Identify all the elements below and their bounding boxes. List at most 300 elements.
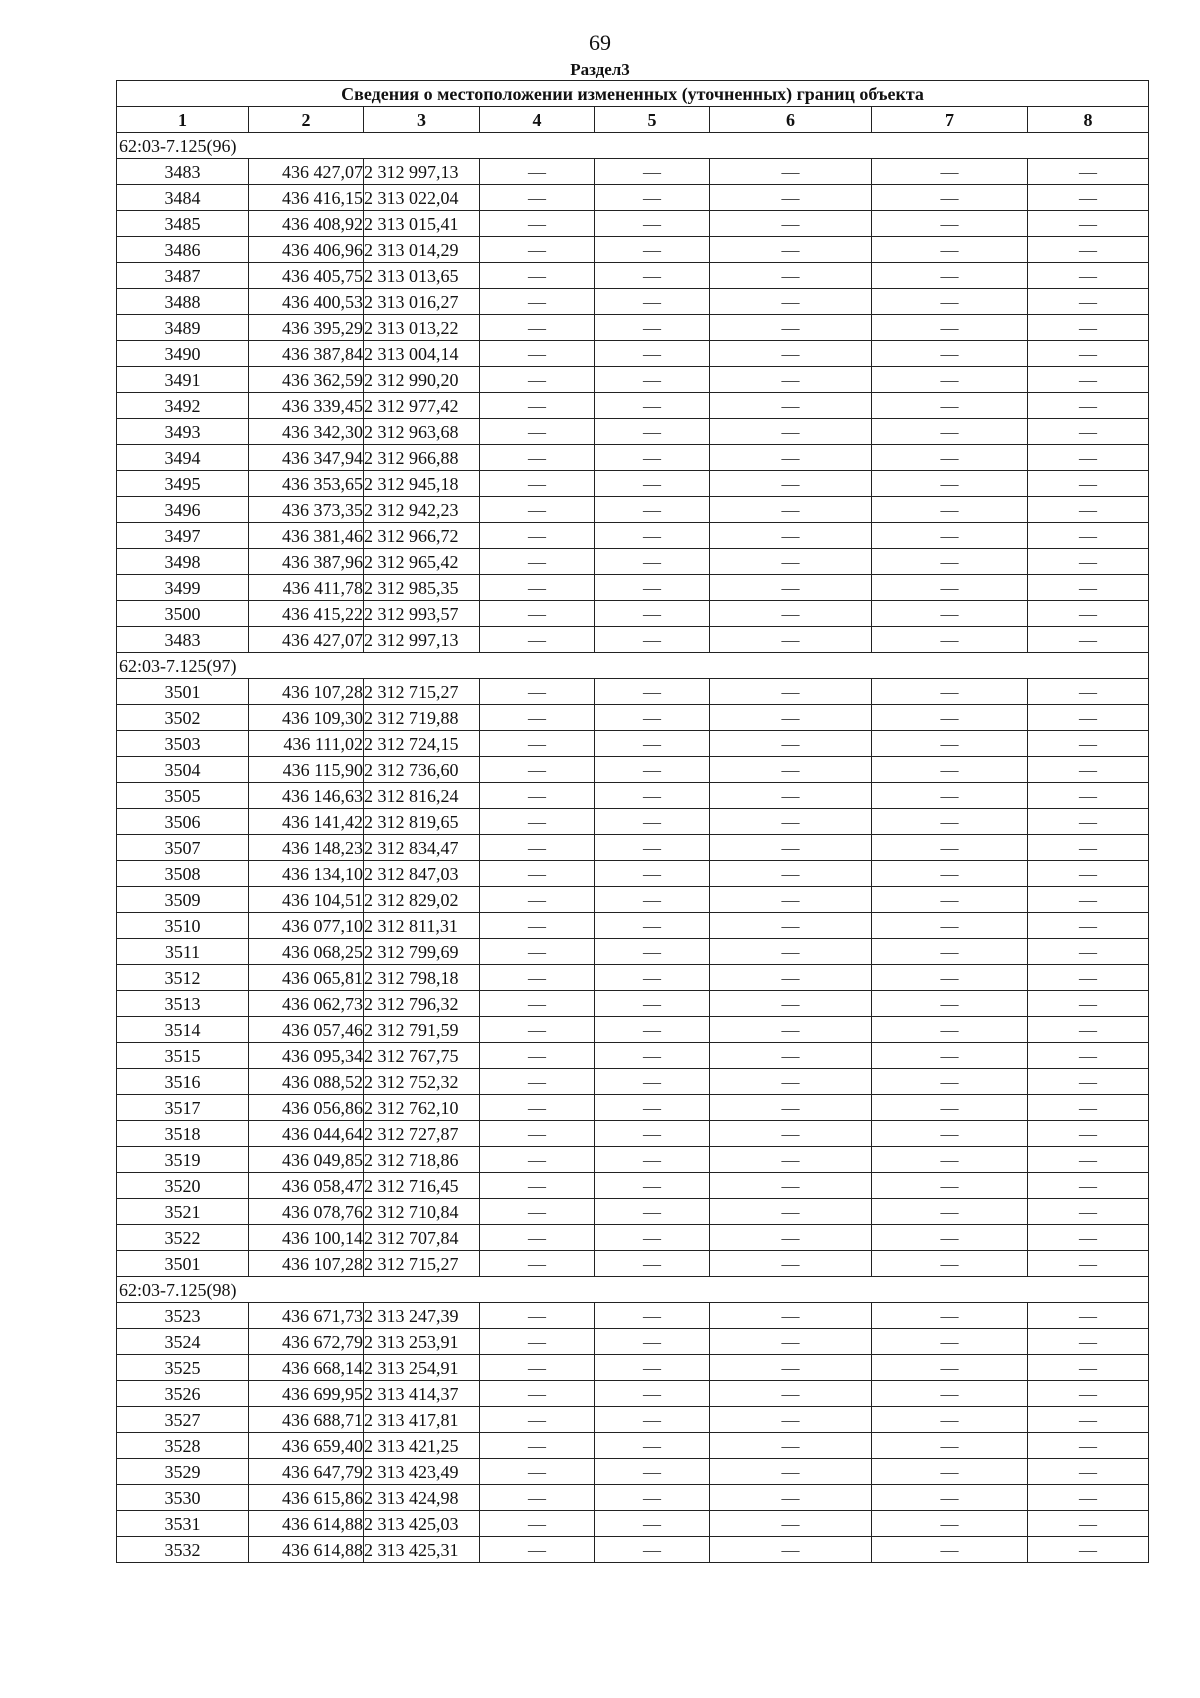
- empty-value-cell: —: [872, 159, 1028, 185]
- point-number-cell: 3487: [117, 263, 249, 289]
- empty-value-cell: —: [710, 211, 872, 237]
- x-coordinate-cell: 436 342,30: [249, 419, 364, 445]
- y-coordinate-cell: 2 313 423,49: [364, 1459, 480, 1485]
- empty-value-cell: —: [1028, 445, 1149, 471]
- table-row: [117, 887, 1149, 913]
- empty-value-cell: —: [595, 1407, 710, 1433]
- empty-value-cell: —: [595, 1355, 710, 1381]
- empty-value-cell: —: [872, 679, 1028, 705]
- y-coordinate-cell: 2 312 727,87: [364, 1121, 480, 1147]
- empty-value-cell: —: [480, 601, 595, 627]
- table-row: [117, 471, 1149, 497]
- group-label: 62:03-7.125(97): [117, 653, 1149, 679]
- empty-value-cell: —: [1028, 1459, 1149, 1485]
- table-row: [117, 1225, 1149, 1251]
- column-number: 3: [364, 107, 480, 133]
- empty-value-cell: —: [595, 1511, 710, 1537]
- x-coordinate-cell: 436 416,15: [249, 185, 364, 211]
- x-coordinate-cell: 436 347,94: [249, 445, 364, 471]
- point-number-cell: 3492: [117, 393, 249, 419]
- empty-value-cell: —: [480, 679, 595, 705]
- empty-value-cell: —: [480, 861, 595, 887]
- group-label: 62:03-7.125(96): [117, 133, 1149, 159]
- empty-value-cell: —: [1028, 185, 1149, 211]
- table-row: [117, 1459, 1149, 1485]
- empty-value-cell: —: [1028, 679, 1149, 705]
- empty-value-cell: —: [1028, 497, 1149, 523]
- y-coordinate-cell: 2 312 718,86: [364, 1147, 480, 1173]
- empty-value-cell: —: [595, 393, 710, 419]
- x-coordinate-cell: 436 408,92: [249, 211, 364, 237]
- column-number-row: [117, 107, 1149, 133]
- point-number-cell: 3521: [117, 1199, 249, 1225]
- x-coordinate-cell: 436 659,40: [249, 1433, 364, 1459]
- empty-value-cell: —: [872, 1121, 1028, 1147]
- x-coordinate-cell: 436 058,47: [249, 1173, 364, 1199]
- x-coordinate-cell: 436 400,53: [249, 289, 364, 315]
- table-row: [117, 523, 1149, 549]
- empty-value-cell: —: [480, 1017, 595, 1043]
- empty-value-cell: —: [872, 1329, 1028, 1355]
- empty-value-cell: —: [710, 263, 872, 289]
- point-number-cell: 3507: [117, 835, 249, 861]
- empty-value-cell: —: [595, 1069, 710, 1095]
- empty-value-cell: —: [872, 211, 1028, 237]
- table-row: [117, 913, 1149, 939]
- column-number: 7: [872, 107, 1028, 133]
- y-coordinate-cell: 2 313 015,41: [364, 211, 480, 237]
- point-number-cell: 3518: [117, 1121, 249, 1147]
- x-coordinate-cell: 436 062,73: [249, 991, 364, 1017]
- point-number-cell: 3509: [117, 887, 249, 913]
- empty-value-cell: —: [872, 783, 1028, 809]
- empty-value-cell: —: [710, 887, 872, 913]
- empty-value-cell: —: [872, 1017, 1028, 1043]
- point-number-cell: 3510: [117, 913, 249, 939]
- empty-value-cell: —: [480, 1407, 595, 1433]
- y-coordinate-cell: 2 312 710,84: [364, 1199, 480, 1225]
- y-coordinate-cell: 2 313 022,04: [364, 185, 480, 211]
- empty-value-cell: —: [872, 757, 1028, 783]
- y-coordinate-cell: 2 313 254,91: [364, 1355, 480, 1381]
- x-coordinate-cell: 436 671,73: [249, 1303, 364, 1329]
- empty-value-cell: —: [872, 445, 1028, 471]
- x-coordinate-cell: 436 088,52: [249, 1069, 364, 1095]
- x-coordinate-cell: 436 134,10: [249, 861, 364, 887]
- empty-value-cell: —: [480, 1069, 595, 1095]
- empty-value-cell: —: [872, 965, 1028, 991]
- empty-value-cell: —: [872, 575, 1028, 601]
- x-coordinate-cell: 436 381,46: [249, 523, 364, 549]
- empty-value-cell: —: [872, 627, 1028, 653]
- point-number-cell: 3502: [117, 705, 249, 731]
- empty-value-cell: —: [710, 1147, 872, 1173]
- x-coordinate-cell: 436 373,35: [249, 497, 364, 523]
- empty-value-cell: —: [710, 367, 872, 393]
- empty-value-cell: —: [480, 991, 595, 1017]
- empty-value-cell: —: [595, 497, 710, 523]
- empty-value-cell: —: [872, 1485, 1028, 1511]
- table-row: [117, 1095, 1149, 1121]
- x-coordinate-cell: 436 427,07: [249, 159, 364, 185]
- table-row: [117, 1511, 1149, 1537]
- empty-value-cell: —: [710, 991, 872, 1017]
- y-coordinate-cell: 2 312 799,69: [364, 939, 480, 965]
- empty-value-cell: —: [595, 731, 710, 757]
- empty-value-cell: —: [872, 835, 1028, 861]
- empty-value-cell: —: [480, 159, 595, 185]
- table-row: [117, 705, 1149, 731]
- empty-value-cell: —: [710, 757, 872, 783]
- empty-value-cell: —: [595, 965, 710, 991]
- empty-value-cell: —: [480, 1511, 595, 1537]
- point-number-cell: 3513: [117, 991, 249, 1017]
- empty-value-cell: —: [710, 939, 872, 965]
- point-number-cell: 3501: [117, 1251, 249, 1277]
- empty-value-cell: —: [1028, 861, 1149, 887]
- empty-value-cell: —: [1028, 211, 1149, 237]
- y-coordinate-cell: 2 312 791,59: [364, 1017, 480, 1043]
- table-row: [117, 393, 1149, 419]
- point-number-cell: 3528: [117, 1433, 249, 1459]
- table-row: [117, 835, 1149, 861]
- empty-value-cell: —: [480, 1355, 595, 1381]
- empty-value-cell: —: [480, 341, 595, 367]
- table-row: [117, 289, 1149, 315]
- point-number-cell: 3484: [117, 185, 249, 211]
- empty-value-cell: —: [710, 679, 872, 705]
- x-coordinate-cell: 436 339,45: [249, 393, 364, 419]
- x-coordinate-cell: 436 387,84: [249, 341, 364, 367]
- y-coordinate-cell: 2 313 013,22: [364, 315, 480, 341]
- y-coordinate-cell: 2 312 736,60: [364, 757, 480, 783]
- point-number-cell: 3483: [117, 627, 249, 653]
- empty-value-cell: —: [1028, 1017, 1149, 1043]
- empty-value-cell: —: [872, 1095, 1028, 1121]
- point-number-cell: 3501: [117, 679, 249, 705]
- x-coordinate-cell: 436 668,14: [249, 1355, 364, 1381]
- empty-value-cell: —: [710, 575, 872, 601]
- table-row: [117, 1407, 1149, 1433]
- y-coordinate-cell: 2 312 715,27: [364, 1251, 480, 1277]
- empty-value-cell: —: [1028, 575, 1149, 601]
- y-coordinate-cell: 2 312 997,13: [364, 159, 480, 185]
- point-number-cell: 3497: [117, 523, 249, 549]
- empty-value-cell: —: [710, 731, 872, 757]
- empty-value-cell: —: [480, 445, 595, 471]
- empty-value-cell: —: [872, 705, 1028, 731]
- empty-value-cell: —: [710, 341, 872, 367]
- x-coordinate-cell: 436 095,34: [249, 1043, 364, 1069]
- empty-value-cell: —: [595, 549, 710, 575]
- coordinates-table: [116, 80, 1149, 1563]
- y-coordinate-cell: 2 313 425,03: [364, 1511, 480, 1537]
- y-coordinate-cell: 2 313 414,37: [364, 1381, 480, 1407]
- y-coordinate-cell: 2 312 819,65: [364, 809, 480, 835]
- point-number-cell: 3483: [117, 159, 249, 185]
- empty-value-cell: —: [480, 1459, 595, 1485]
- empty-value-cell: —: [872, 1147, 1028, 1173]
- empty-value-cell: —: [480, 1537, 595, 1563]
- table-row: [117, 263, 1149, 289]
- empty-value-cell: —: [595, 185, 710, 211]
- x-coordinate-cell: 436 395,29: [249, 315, 364, 341]
- empty-value-cell: —: [480, 1173, 595, 1199]
- table-row: [117, 809, 1149, 835]
- x-coordinate-cell: 436 362,59: [249, 367, 364, 393]
- empty-value-cell: —: [710, 861, 872, 887]
- empty-value-cell: —: [872, 1303, 1028, 1329]
- empty-value-cell: —: [595, 705, 710, 731]
- empty-value-cell: —: [710, 809, 872, 835]
- empty-value-cell: —: [480, 757, 595, 783]
- empty-value-cell: —: [710, 393, 872, 419]
- empty-value-cell: —: [480, 497, 595, 523]
- table-row: [117, 861, 1149, 887]
- empty-value-cell: —: [710, 1381, 872, 1407]
- y-coordinate-cell: 2 312 719,88: [364, 705, 480, 731]
- point-number-cell: 3527: [117, 1407, 249, 1433]
- empty-value-cell: —: [872, 185, 1028, 211]
- y-coordinate-cell: 2 312 993,57: [364, 601, 480, 627]
- x-coordinate-cell: 436 387,96: [249, 549, 364, 575]
- y-coordinate-cell: 2 313 016,27: [364, 289, 480, 315]
- empty-value-cell: —: [1028, 913, 1149, 939]
- empty-value-cell: —: [710, 627, 872, 653]
- y-coordinate-cell: 2 312 796,32: [364, 991, 480, 1017]
- point-number-cell: 3491: [117, 367, 249, 393]
- empty-value-cell: —: [1028, 1407, 1149, 1433]
- empty-value-cell: —: [710, 965, 872, 991]
- point-number-cell: 3495: [117, 471, 249, 497]
- empty-value-cell: —: [1028, 341, 1149, 367]
- empty-value-cell: —: [872, 523, 1028, 549]
- y-coordinate-cell: 2 312 707,84: [364, 1225, 480, 1251]
- empty-value-cell: —: [480, 705, 595, 731]
- x-coordinate-cell: 436 672,79: [249, 1329, 364, 1355]
- table-row: [117, 679, 1149, 705]
- empty-value-cell: —: [710, 419, 872, 445]
- y-coordinate-cell: 2 312 811,31: [364, 913, 480, 939]
- point-number-cell: 3486: [117, 237, 249, 263]
- empty-value-cell: —: [1028, 315, 1149, 341]
- empty-value-cell: —: [595, 783, 710, 809]
- empty-value-cell: —: [480, 1485, 595, 1511]
- empty-value-cell: —: [710, 835, 872, 861]
- point-number-cell: 3512: [117, 965, 249, 991]
- table-row: [117, 1485, 1149, 1511]
- empty-value-cell: —: [872, 289, 1028, 315]
- point-number-cell: 3516: [117, 1069, 249, 1095]
- empty-value-cell: —: [480, 185, 595, 211]
- empty-value-cell: —: [595, 1381, 710, 1407]
- y-coordinate-cell: 2 312 990,20: [364, 367, 480, 393]
- point-number-cell: 3499: [117, 575, 249, 601]
- empty-value-cell: —: [872, 1433, 1028, 1459]
- empty-value-cell: —: [480, 1043, 595, 1069]
- empty-value-cell: —: [872, 497, 1028, 523]
- empty-value-cell: —: [710, 1329, 872, 1355]
- y-coordinate-cell: 2 313 004,14: [364, 341, 480, 367]
- empty-value-cell: —: [872, 1043, 1028, 1069]
- table-row: [117, 1017, 1149, 1043]
- empty-value-cell: —: [480, 1381, 595, 1407]
- empty-value-cell: —: [710, 289, 872, 315]
- empty-value-cell: —: [595, 939, 710, 965]
- empty-value-cell: —: [710, 1251, 872, 1277]
- point-number-cell: 3493: [117, 419, 249, 445]
- empty-value-cell: —: [480, 835, 595, 861]
- empty-value-cell: —: [595, 1329, 710, 1355]
- empty-value-cell: —: [872, 419, 1028, 445]
- x-coordinate-cell: 436 353,65: [249, 471, 364, 497]
- y-coordinate-cell: 2 313 247,39: [364, 1303, 480, 1329]
- empty-value-cell: —: [1028, 289, 1149, 315]
- table-row: [117, 185, 1149, 211]
- table-row: [117, 237, 1149, 263]
- x-coordinate-cell: 436 109,30: [249, 705, 364, 731]
- x-coordinate-cell: 436 406,96: [249, 237, 364, 263]
- column-number: 2: [249, 107, 364, 133]
- column-number: 4: [480, 107, 595, 133]
- x-coordinate-cell: 436 614,88: [249, 1511, 364, 1537]
- table-row: [117, 1433, 1149, 1459]
- table-row: [117, 1043, 1149, 1069]
- x-coordinate-cell: 436 078,76: [249, 1199, 364, 1225]
- empty-value-cell: —: [872, 393, 1028, 419]
- empty-value-cell: —: [1028, 1043, 1149, 1069]
- empty-value-cell: —: [480, 1329, 595, 1355]
- table-row: [117, 1173, 1149, 1199]
- table-row: [117, 445, 1149, 471]
- table-row: [117, 1381, 1149, 1407]
- y-coordinate-cell: 2 312 724,15: [364, 731, 480, 757]
- empty-value-cell: —: [595, 575, 710, 601]
- point-number-cell: 3485: [117, 211, 249, 237]
- empty-value-cell: —: [480, 1147, 595, 1173]
- empty-value-cell: —: [1028, 1121, 1149, 1147]
- empty-value-cell: —: [480, 575, 595, 601]
- empty-value-cell: —: [1028, 1537, 1149, 1563]
- empty-value-cell: —: [595, 757, 710, 783]
- empty-value-cell: —: [1028, 523, 1149, 549]
- group-label: 62:03-7.125(98): [117, 1277, 1149, 1303]
- point-number-cell: 3494: [117, 445, 249, 471]
- empty-value-cell: —: [872, 601, 1028, 627]
- empty-value-cell: —: [1028, 835, 1149, 861]
- point-number-cell: 3508: [117, 861, 249, 887]
- x-coordinate-cell: 436 104,51: [249, 887, 364, 913]
- x-coordinate-cell: 436 057,46: [249, 1017, 364, 1043]
- x-coordinate-cell: 436 141,42: [249, 809, 364, 835]
- empty-value-cell: —: [710, 1225, 872, 1251]
- empty-value-cell: —: [872, 1173, 1028, 1199]
- table-row: [117, 1251, 1149, 1277]
- empty-value-cell: —: [710, 601, 872, 627]
- empty-value-cell: —: [710, 1043, 872, 1069]
- table-row: [117, 211, 1149, 237]
- empty-value-cell: —: [480, 263, 595, 289]
- empty-value-cell: —: [480, 289, 595, 315]
- y-coordinate-cell: 2 312 716,45: [364, 1173, 480, 1199]
- empty-value-cell: —: [872, 549, 1028, 575]
- empty-value-cell: —: [595, 1043, 710, 1069]
- y-coordinate-cell: 2 313 425,31: [364, 1537, 480, 1563]
- empty-value-cell: —: [872, 367, 1028, 393]
- y-coordinate-cell: 2 313 013,65: [364, 263, 480, 289]
- point-number-cell: 3489: [117, 315, 249, 341]
- empty-value-cell: —: [480, 237, 595, 263]
- point-number-cell: 3526: [117, 1381, 249, 1407]
- point-number-cell: 3523: [117, 1303, 249, 1329]
- empty-value-cell: —: [710, 185, 872, 211]
- empty-value-cell: —: [595, 341, 710, 367]
- empty-value-cell: —: [1028, 159, 1149, 185]
- y-coordinate-cell: 2 313 417,81: [364, 1407, 480, 1433]
- x-coordinate-cell: 436 146,63: [249, 783, 364, 809]
- empty-value-cell: —: [1028, 731, 1149, 757]
- empty-value-cell: —: [480, 731, 595, 757]
- empty-value-cell: —: [595, 419, 710, 445]
- empty-value-cell: —: [480, 393, 595, 419]
- empty-value-cell: —: [710, 1511, 872, 1537]
- y-coordinate-cell: 2 312 762,10: [364, 1095, 480, 1121]
- empty-value-cell: —: [1028, 991, 1149, 1017]
- table-row: [117, 757, 1149, 783]
- empty-value-cell: —: [710, 1537, 872, 1563]
- empty-value-cell: —: [1028, 783, 1149, 809]
- empty-value-cell: —: [595, 211, 710, 237]
- empty-value-cell: —: [595, 445, 710, 471]
- empty-value-cell: —: [710, 1355, 872, 1381]
- y-coordinate-cell: 2 312 715,27: [364, 679, 480, 705]
- page-number: 69: [589, 30, 611, 55]
- empty-value-cell: —: [595, 861, 710, 887]
- empty-value-cell: —: [1028, 1225, 1149, 1251]
- column-number: 6: [710, 107, 872, 133]
- empty-value-cell: —: [595, 679, 710, 705]
- empty-value-cell: —: [1028, 1511, 1149, 1537]
- x-coordinate-cell: 436 077,10: [249, 913, 364, 939]
- empty-value-cell: —: [595, 835, 710, 861]
- table-row: [117, 159, 1149, 185]
- empty-value-cell: —: [872, 887, 1028, 913]
- empty-value-cell: —: [595, 159, 710, 185]
- empty-value-cell: —: [480, 939, 595, 965]
- point-number-cell: 3520: [117, 1173, 249, 1199]
- point-number-cell: 3505: [117, 783, 249, 809]
- empty-value-cell: —: [595, 471, 710, 497]
- x-coordinate-cell: 436 699,95: [249, 1381, 364, 1407]
- point-number-cell: 3531: [117, 1511, 249, 1537]
- point-number-cell: 3524: [117, 1329, 249, 1355]
- empty-value-cell: —: [1028, 471, 1149, 497]
- point-number-cell: 3504: [117, 757, 249, 783]
- y-coordinate-cell: 2 312 966,88: [364, 445, 480, 471]
- x-coordinate-cell: 436 615,86: [249, 1485, 364, 1511]
- section-title: Раздел3: [570, 60, 630, 79]
- empty-value-cell: —: [595, 887, 710, 913]
- empty-value-cell: —: [1028, 1329, 1149, 1355]
- empty-value-cell: —: [480, 315, 595, 341]
- table-body: [117, 133, 1149, 1563]
- y-coordinate-cell: 2 312 985,35: [364, 575, 480, 601]
- empty-value-cell: —: [710, 1407, 872, 1433]
- empty-value-cell: —: [710, 1303, 872, 1329]
- empty-value-cell: —: [595, 1225, 710, 1251]
- table-row: [117, 497, 1149, 523]
- x-coordinate-cell: 436 427,07: [249, 627, 364, 653]
